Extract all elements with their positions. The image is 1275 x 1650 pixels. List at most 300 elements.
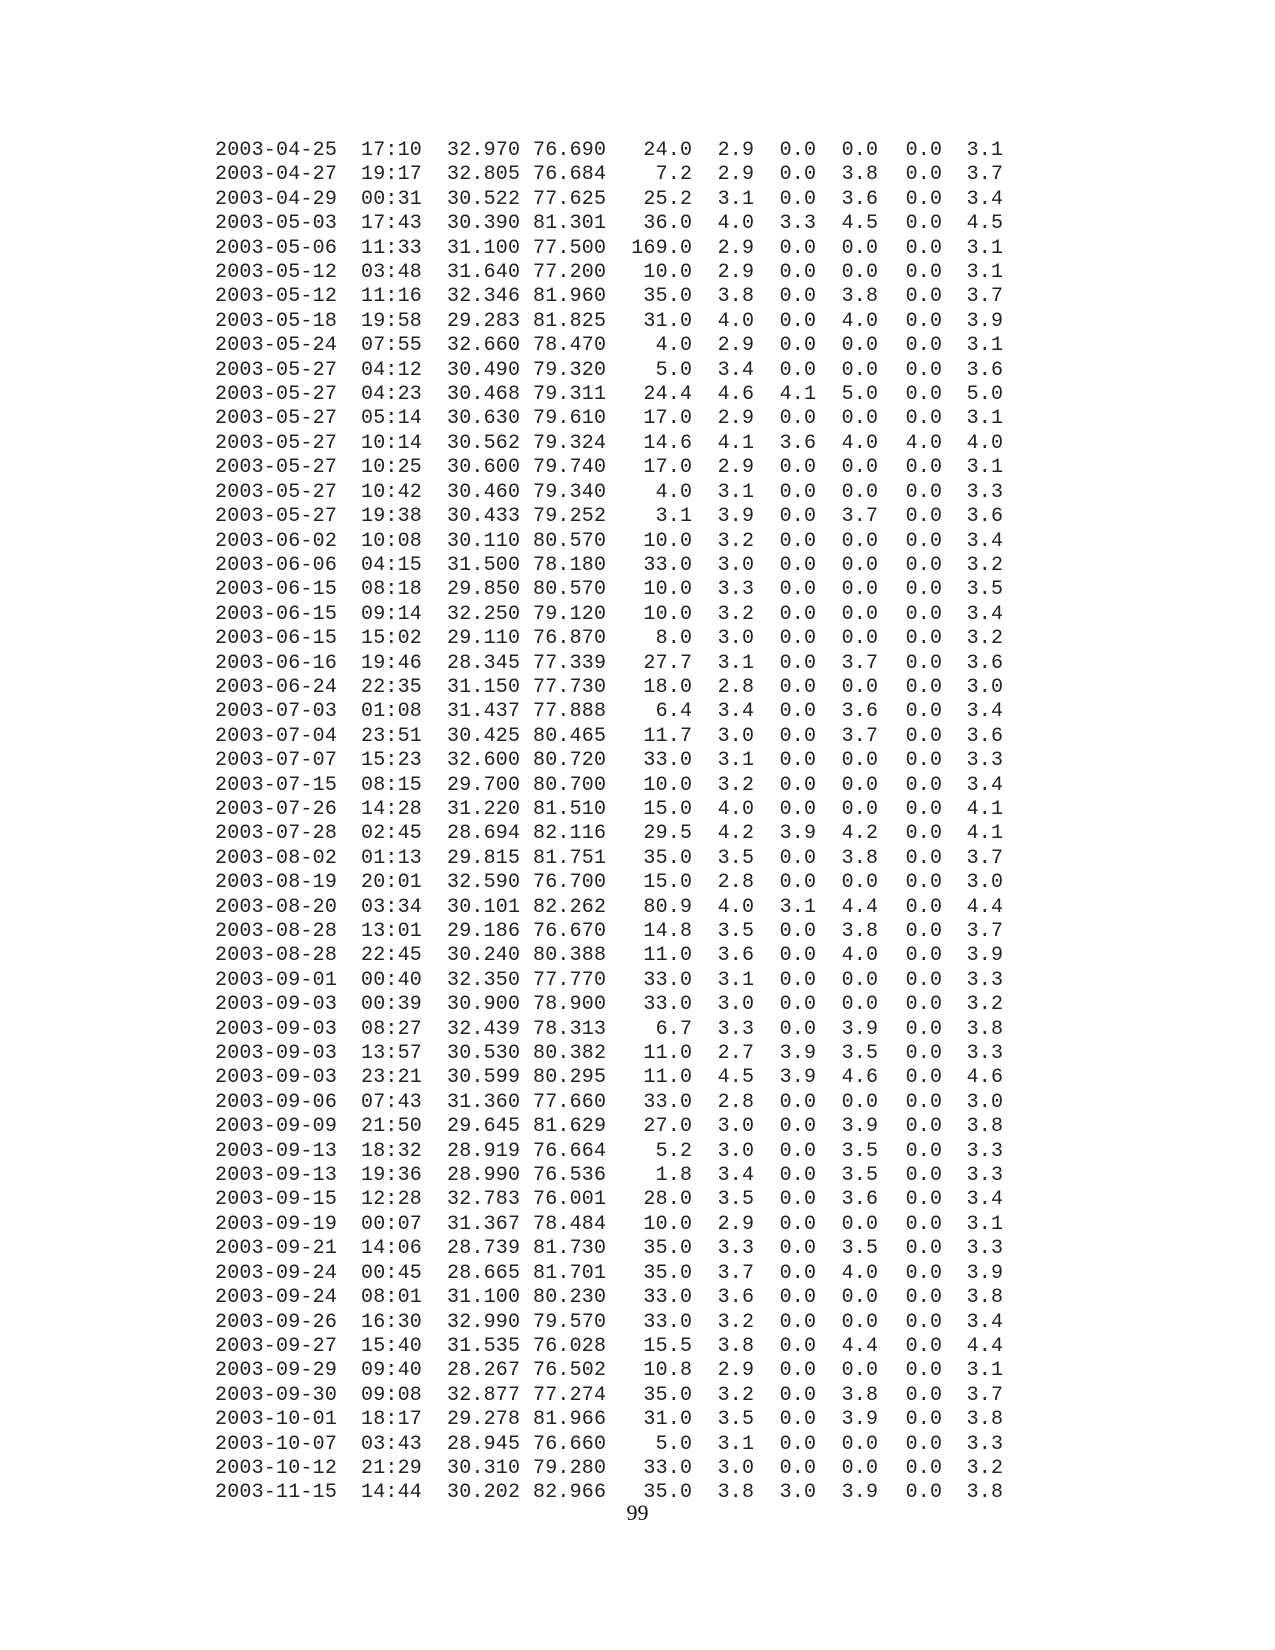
date-cell: 2003-06-15: [215, 627, 338, 651]
table-row: [215, 1042, 1003, 1066]
magnitude-4-cell: 0.0: [905, 1139, 943, 1163]
magnitude-2-cell: 0.0: [779, 529, 817, 553]
magnitude-5-cell: 3.9: [966, 944, 1004, 968]
latitude-cell: 31.360: [447, 1090, 521, 1114]
magnitude-3-cell: 0.0: [841, 529, 879, 553]
longitude-cell: 78.484: [533, 1212, 607, 1236]
time-cell: 01:13: [361, 846, 423, 870]
date-cell: 2003-10-07: [215, 1432, 338, 1456]
magnitude-4-cell: 0.0: [905, 553, 943, 577]
depth-cell: 29.5: [643, 822, 693, 846]
magnitude-3-cell: 3.9: [841, 1481, 879, 1505]
longitude-cell: 76.028: [533, 1334, 607, 1358]
depth-cell: 7.2: [655, 163, 693, 187]
depth-cell: 17.0: [643, 407, 693, 431]
magnitude-1-cell: 4.0: [717, 797, 755, 821]
table-row: [215, 481, 1003, 505]
magnitude-5-cell: 3.8: [966, 1115, 1004, 1139]
magnitude-3-cell: 3.5: [841, 1139, 879, 1163]
table-row: [215, 1140, 1003, 1164]
latitude-cell: 32.990: [447, 1310, 521, 1334]
table-row: [215, 676, 1003, 700]
magnitude-1-cell: 3.0: [717, 1115, 755, 1139]
depth-cell: 15.0: [643, 797, 693, 821]
magnitude-1-cell: 3.5: [717, 1408, 755, 1432]
latitude-cell: 28.739: [447, 1237, 521, 1261]
date-cell: 2003-05-27: [215, 407, 338, 431]
longitude-cell: 79.570: [533, 1310, 607, 1334]
table-row: [215, 407, 1003, 431]
magnitude-3-cell: 3.6: [841, 1188, 879, 1212]
date-cell: 2003-06-24: [215, 675, 338, 699]
date-cell: 2003-07-07: [215, 749, 338, 773]
magnitude-2-cell: 0.0: [779, 1237, 817, 1261]
longitude-cell: 80.382: [533, 1042, 607, 1066]
latitude-cell: 28.665: [447, 1261, 521, 1285]
magnitude-1-cell: 3.6: [717, 1286, 755, 1310]
table-row: [215, 383, 1003, 407]
longitude-cell: 76.536: [533, 1164, 607, 1188]
magnitude-2-cell: 0.0: [779, 163, 817, 187]
date-cell: 2003-05-12: [215, 261, 338, 285]
magnitude-3-cell: 0.0: [841, 456, 879, 480]
magnitude-2-cell: 0.0: [779, 334, 817, 358]
magnitude-5-cell: 3.2: [966, 627, 1004, 651]
magnitude-1-cell: 3.0: [717, 993, 755, 1017]
magnitude-2-cell: 0.0: [779, 358, 817, 382]
magnitude-3-cell: 3.5: [841, 1042, 879, 1066]
magnitude-3-cell: 3.8: [841, 285, 879, 309]
magnitude-1-cell: 3.1: [717, 1432, 755, 1456]
time-cell: 15:23: [361, 749, 423, 773]
latitude-cell: 30.433: [447, 505, 521, 529]
latitude-cell: 30.390: [447, 212, 521, 236]
magnitude-3-cell: 3.6: [841, 187, 879, 211]
magnitude-4-cell: 0.0: [905, 1432, 943, 1456]
date-cell: 2003-07-26: [215, 797, 338, 821]
magnitude-1-cell: 4.5: [717, 1066, 755, 1090]
magnitude-4-cell: 0.0: [905, 920, 943, 943]
date-cell: 2003-06-02: [215, 529, 338, 553]
longitude-cell: 78.180: [533, 553, 607, 577]
magnitude-5-cell: 3.2: [966, 1456, 1004, 1480]
magnitude-4-cell: 0.0: [905, 749, 943, 773]
latitude-cell: 29.110: [447, 627, 521, 651]
magnitude-1-cell: 3.2: [717, 773, 755, 797]
magnitude-4-cell: 0.0: [905, 383, 943, 407]
magnitude-1-cell: 3.5: [717, 846, 755, 870]
time-cell: 11:33: [361, 236, 423, 260]
latitude-cell: 32.346: [447, 285, 521, 309]
time-cell: 08:01: [361, 1286, 423, 1310]
magnitude-3-cell: 0.0: [841, 407, 879, 431]
magnitude-1-cell: 2.9: [717, 456, 755, 480]
table-row: [215, 1091, 1003, 1115]
magnitude-2-cell: 3.0: [779, 1481, 817, 1505]
table-row: [215, 1311, 1003, 1335]
longitude-cell: 82.116: [533, 822, 607, 846]
time-cell: 22:45: [361, 944, 423, 968]
depth-cell: 35.0: [643, 1383, 693, 1407]
magnitude-4-cell: 0.0: [905, 578, 943, 602]
depth-cell: 25.2: [643, 187, 693, 211]
time-cell: 21:29: [361, 1456, 423, 1480]
depth-cell: 35.0: [643, 1261, 693, 1285]
depth-cell: 33.0: [643, 553, 693, 577]
longitude-cell: 81.825: [533, 309, 607, 333]
magnitude-5-cell: 3.3: [966, 1042, 1004, 1066]
longitude-cell: 77.625: [533, 187, 607, 211]
magnitude-1-cell: 3.3: [717, 1017, 755, 1041]
table-row: [215, 505, 1003, 529]
latitude-cell: 31.100: [447, 1286, 521, 1310]
magnitude-3-cell: 0.0: [841, 358, 879, 382]
magnitude-2-cell: 0.0: [779, 1359, 817, 1383]
magnitude-5-cell: 3.3: [966, 480, 1004, 504]
time-cell: 20:01: [361, 871, 423, 895]
longitude-cell: 81.301: [533, 212, 607, 236]
time-cell: 14:28: [361, 797, 423, 821]
latitude-cell: 30.460: [447, 480, 521, 504]
magnitude-5-cell: 3.7: [966, 920, 1004, 943]
magnitude-5-cell: 3.3: [966, 1432, 1004, 1456]
magnitude-3-cell: 3.8: [841, 1383, 879, 1407]
table-row: [215, 1408, 1003, 1432]
date-cell: 2003-09-30: [215, 1383, 338, 1407]
date-cell: 2003-05-18: [215, 309, 338, 333]
date-cell: 2003-09-01: [215, 968, 338, 992]
date-cell: 2003-05-27: [215, 431, 338, 455]
table-row: [215, 920, 1003, 944]
depth-cell: 80.9: [643, 895, 693, 919]
longitude-cell: 77.660: [533, 1090, 607, 1114]
magnitude-5-cell: 3.6: [966, 505, 1004, 529]
depth-cell: 33.0: [643, 1310, 693, 1334]
date-cell: 2003-05-12: [215, 285, 338, 309]
magnitude-2-cell: 4.1: [779, 383, 817, 407]
magnitude-4-cell: 0.0: [905, 773, 943, 797]
date-cell: 2003-09-24: [215, 1286, 338, 1310]
magnitude-2-cell: 0.0: [779, 139, 817, 162]
magnitude-4-cell: 0.0: [905, 895, 943, 919]
magnitude-1-cell: 4.0: [717, 309, 755, 333]
magnitude-3-cell: 4.0: [841, 431, 879, 455]
latitude-cell: 31.367: [447, 1212, 521, 1236]
magnitude-3-cell: 4.4: [841, 1334, 879, 1358]
magnitude-2-cell: 0.0: [779, 1286, 817, 1310]
magnitude-3-cell: 3.8: [841, 163, 879, 187]
magnitude-1-cell: 3.0: [717, 553, 755, 577]
time-cell: 04:23: [361, 383, 423, 407]
depth-cell: 10.0: [643, 529, 693, 553]
magnitude-2-cell: 0.0: [779, 675, 817, 699]
table-row: [215, 1213, 1003, 1237]
longitude-cell: 81.730: [533, 1237, 607, 1261]
time-cell: 17:43: [361, 212, 423, 236]
latitude-cell: 32.600: [447, 749, 521, 773]
date-cell: 2003-09-09: [215, 1115, 338, 1139]
longitude-cell: 80.570: [533, 529, 607, 553]
magnitude-1-cell: 3.0: [717, 724, 755, 748]
magnitude-2-cell: 0.0: [779, 944, 817, 968]
longitude-cell: 76.660: [533, 1432, 607, 1456]
magnitude-5-cell: 3.1: [966, 1212, 1004, 1236]
date-cell: 2003-09-26: [215, 1310, 338, 1334]
latitude-cell: 29.186: [447, 920, 521, 943]
magnitude-1-cell: 2.9: [717, 139, 755, 162]
magnitude-2-cell: 0.0: [779, 1432, 817, 1456]
magnitude-4-cell: 0.0: [905, 1212, 943, 1236]
latitude-cell: 31.437: [447, 700, 521, 724]
table-body: [215, 139, 1003, 1506]
magnitude-2-cell: 0.0: [779, 1188, 817, 1212]
magnitude-1-cell: 2.8: [717, 871, 755, 895]
magnitude-4-cell: 0.0: [905, 724, 943, 748]
longitude-cell: 81.751: [533, 846, 607, 870]
magnitude-2-cell: 0.0: [779, 700, 817, 724]
magnitude-2-cell: 0.0: [779, 920, 817, 943]
magnitude-2-cell: 3.1: [779, 895, 817, 919]
magnitude-2-cell: 0.0: [779, 773, 817, 797]
longitude-cell: 77.730: [533, 675, 607, 699]
magnitude-4-cell: 0.0: [905, 456, 943, 480]
magnitude-5-cell: 3.8: [966, 1286, 1004, 1310]
time-cell: 19:46: [361, 651, 423, 675]
magnitude-4-cell: 0.0: [905, 529, 943, 553]
table-row: [215, 530, 1003, 554]
latitude-cell: 30.202: [447, 1481, 521, 1505]
latitude-cell: 32.250: [447, 602, 521, 626]
time-cell: 03:48: [361, 261, 423, 285]
table-row: [215, 285, 1003, 309]
latitude-cell: 30.530: [447, 1042, 521, 1066]
magnitude-4-cell: 0.0: [905, 1090, 943, 1114]
date-cell: 2003-08-20: [215, 895, 338, 919]
date-cell: 2003-09-21: [215, 1237, 338, 1261]
latitude-cell: 28.990: [447, 1164, 521, 1188]
magnitude-3-cell: 0.0: [841, 236, 879, 260]
depth-cell: 14.6: [643, 431, 693, 455]
magnitude-2-cell: 0.0: [779, 846, 817, 870]
magnitude-1-cell: 3.4: [717, 1164, 755, 1188]
magnitude-2-cell: 0.0: [779, 724, 817, 748]
magnitude-2-cell: 0.0: [779, 651, 817, 675]
table-row: [215, 749, 1003, 773]
latitude-cell: 30.490: [447, 358, 521, 382]
magnitude-3-cell: 3.7: [841, 724, 879, 748]
table-row: [215, 896, 1003, 920]
magnitude-4-cell: 0.0: [905, 1286, 943, 1310]
time-cell: 03:34: [361, 895, 423, 919]
depth-cell: 17.0: [643, 456, 693, 480]
table-row: [215, 871, 1003, 895]
magnitude-2-cell: 0.0: [779, 1456, 817, 1480]
longitude-cell: 81.629: [533, 1115, 607, 1139]
latitude-cell: 30.522: [447, 187, 521, 211]
table-row: [215, 212, 1003, 236]
table-row: [215, 627, 1003, 651]
time-cell: 10:14: [361, 431, 423, 455]
magnitude-1-cell: 3.5: [717, 1188, 755, 1212]
magnitude-3-cell: 3.6: [841, 700, 879, 724]
longitude-cell: 77.339: [533, 651, 607, 675]
magnitude-3-cell: 3.7: [841, 651, 879, 675]
longitude-cell: 80.388: [533, 944, 607, 968]
magnitude-4-cell: 0.0: [905, 309, 943, 333]
latitude-cell: 31.100: [447, 236, 521, 260]
magnitude-5-cell: 3.1: [966, 407, 1004, 431]
latitude-cell: 32.970: [447, 139, 521, 162]
date-cell: 2003-05-27: [215, 456, 338, 480]
longitude-cell: 76.690: [533, 139, 607, 162]
longitude-cell: 80.230: [533, 1286, 607, 1310]
latitude-cell: 30.110: [447, 529, 521, 553]
magnitude-2-cell: 0.0: [779, 1115, 817, 1139]
magnitude-1-cell: 4.0: [717, 895, 755, 919]
date-cell: 2003-06-15: [215, 578, 338, 602]
magnitude-4-cell: 0.0: [905, 846, 943, 870]
magnitude-3-cell: 0.0: [841, 797, 879, 821]
latitude-cell: 31.220: [447, 797, 521, 821]
magnitude-3-cell: 3.7: [841, 505, 879, 529]
magnitude-5-cell: 3.0: [966, 871, 1004, 895]
latitude-cell: 32.805: [447, 163, 521, 187]
magnitude-3-cell: 0.0: [841, 675, 879, 699]
depth-cell: 10.0: [643, 773, 693, 797]
magnitude-2-cell: 3.9: [779, 822, 817, 846]
magnitude-1-cell: 3.0: [717, 627, 755, 651]
magnitude-4-cell: 0.0: [905, 700, 943, 724]
magnitude-4-cell: 0.0: [905, 285, 943, 309]
longitude-cell: 77.200: [533, 261, 607, 285]
depth-cell: 24.0: [643, 139, 693, 162]
latitude-cell: 29.645: [447, 1115, 521, 1139]
date-cell: 2003-04-25: [215, 139, 338, 162]
latitude-cell: 32.439: [447, 1017, 521, 1041]
depth-cell: 35.0: [643, 1237, 693, 1261]
longitude-cell: 79.340: [533, 480, 607, 504]
magnitude-5-cell: 3.1: [966, 1359, 1004, 1383]
time-cell: 07:55: [361, 334, 423, 358]
earthquake-catalog-table: [215, 139, 1003, 1506]
time-cell: 22:35: [361, 675, 423, 699]
magnitude-5-cell: 3.4: [966, 187, 1004, 211]
longitude-cell: 78.900: [533, 993, 607, 1017]
magnitude-1-cell: 3.9: [717, 505, 755, 529]
magnitude-5-cell: 4.6: [966, 1066, 1004, 1090]
time-cell: 00:31: [361, 187, 423, 211]
magnitude-1-cell: 3.2: [717, 602, 755, 626]
magnitude-4-cell: 0.0: [905, 797, 943, 821]
table-row: [215, 139, 1003, 163]
magnitude-3-cell: 4.4: [841, 895, 879, 919]
depth-cell: 33.0: [643, 1090, 693, 1114]
depth-cell: 33.0: [643, 993, 693, 1017]
magnitude-3-cell: 0.0: [841, 553, 879, 577]
longitude-cell: 76.670: [533, 920, 607, 943]
table-row: [215, 822, 1003, 846]
table-row: [215, 1262, 1003, 1286]
time-cell: 02:45: [361, 822, 423, 846]
magnitude-5-cell: 3.6: [966, 358, 1004, 382]
time-cell: 00:40: [361, 968, 423, 992]
time-cell: 05:14: [361, 407, 423, 431]
longitude-cell: 77.274: [533, 1383, 607, 1407]
table-row: [215, 163, 1003, 187]
magnitude-5-cell: 5.0: [966, 383, 1004, 407]
magnitude-2-cell: 0.0: [779, 407, 817, 431]
longitude-cell: 77.770: [533, 968, 607, 992]
date-cell: 2003-07-04: [215, 724, 338, 748]
magnitude-5-cell: 3.4: [966, 1310, 1004, 1334]
magnitude-1-cell: 2.9: [717, 1359, 755, 1383]
latitude-cell: 30.562: [447, 431, 521, 455]
depth-cell: 169.0: [631, 236, 693, 260]
page-number: 99: [626, 1500, 649, 1525]
magnitude-5-cell: 3.2: [966, 553, 1004, 577]
latitude-cell: 29.850: [447, 578, 521, 602]
magnitude-5-cell: 3.8: [966, 1481, 1004, 1505]
magnitude-5-cell: 4.4: [966, 895, 1004, 919]
magnitude-5-cell: 3.7: [966, 1383, 1004, 1407]
depth-cell: 18.0: [643, 675, 693, 699]
longitude-cell: 76.700: [533, 871, 607, 895]
latitude-cell: 30.468: [447, 383, 521, 407]
depth-cell: 11.0: [643, 1042, 693, 1066]
magnitude-3-cell: 0.0: [841, 334, 879, 358]
magnitude-5-cell: 3.4: [966, 700, 1004, 724]
longitude-cell: 79.120: [533, 602, 607, 626]
magnitude-5-cell: 3.8: [966, 1017, 1004, 1041]
date-cell: 2003-09-24: [215, 1261, 338, 1285]
time-cell: 15:02: [361, 627, 423, 651]
longitude-cell: 81.510: [533, 797, 607, 821]
magnitude-1-cell: 3.0: [717, 1139, 755, 1163]
magnitude-4-cell: 0.0: [905, 944, 943, 968]
magnitude-5-cell: 4.1: [966, 797, 1004, 821]
depth-cell: 27.7: [643, 651, 693, 675]
longitude-cell: 79.320: [533, 358, 607, 382]
latitude-cell: 30.425: [447, 724, 521, 748]
magnitude-2-cell: 0.0: [779, 749, 817, 773]
table-row: [215, 1384, 1003, 1408]
latitude-cell: 30.630: [447, 407, 521, 431]
magnitude-5-cell: 3.7: [966, 285, 1004, 309]
magnitude-4-cell: 0.0: [905, 334, 943, 358]
magnitude-4-cell: 0.0: [905, 1310, 943, 1334]
table-row: [215, 188, 1003, 212]
magnitude-5-cell: 3.4: [966, 1188, 1004, 1212]
depth-cell: 4.0: [655, 480, 693, 504]
magnitude-1-cell: 3.4: [717, 700, 755, 724]
longitude-cell: 76.502: [533, 1359, 607, 1383]
magnitude-2-cell: 0.0: [779, 1261, 817, 1285]
magnitude-5-cell: 3.1: [966, 334, 1004, 358]
magnitude-5-cell: 3.6: [966, 651, 1004, 675]
depth-cell: 1.8: [655, 1164, 693, 1188]
longitude-cell: 80.295: [533, 1066, 607, 1090]
magnitude-4-cell: 0.0: [905, 261, 943, 285]
magnitude-5-cell: 3.4: [966, 773, 1004, 797]
magnitude-5-cell: 3.4: [966, 602, 1004, 626]
date-cell: 2003-10-12: [215, 1456, 338, 1480]
time-cell: 08:27: [361, 1017, 423, 1041]
date-cell: 2003-09-29: [215, 1359, 338, 1383]
magnitude-1-cell: 3.2: [717, 1310, 755, 1334]
magnitude-5-cell: 4.1: [966, 822, 1004, 846]
magnitude-1-cell: 3.1: [717, 187, 755, 211]
magnitude-2-cell: 0.0: [779, 871, 817, 895]
